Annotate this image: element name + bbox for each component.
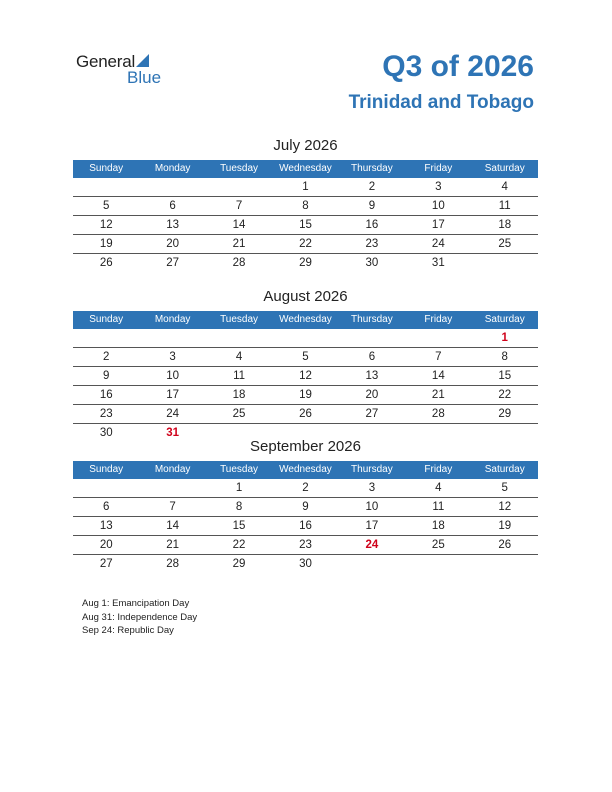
week-row xyxy=(73,479,538,498)
day-cell: 29 xyxy=(299,257,312,269)
day-cell: 15 xyxy=(498,370,512,382)
day-cell: 28 xyxy=(431,408,445,420)
day-cell: 11 xyxy=(498,200,511,212)
week-row xyxy=(73,216,538,235)
logo xyxy=(76,52,176,92)
day-cell xyxy=(139,329,205,347)
day-cell: 26 xyxy=(99,257,113,269)
weekday-header: Sunday xyxy=(89,464,124,475)
day-cell: 14 xyxy=(431,370,445,382)
week-row xyxy=(73,536,538,555)
day-cell: 24 xyxy=(166,408,180,420)
quarter-title: Q3 of 2026 xyxy=(382,50,534,83)
day-cell: 21 xyxy=(166,539,180,551)
day-cell: 16 xyxy=(365,219,379,231)
weekday-header: Sunday xyxy=(89,314,124,325)
day-cell: 3 xyxy=(368,482,376,494)
day-cell: 4 xyxy=(435,482,442,494)
day-cell: 2 xyxy=(368,181,376,193)
day-cell: 14 xyxy=(166,520,180,532)
triangle-mark-icon xyxy=(136,54,149,67)
day-cell: 30 xyxy=(299,558,312,570)
day-cell: 9 xyxy=(302,501,309,513)
day-cell: 26 xyxy=(299,408,312,420)
day-cell: 5 xyxy=(103,200,110,212)
day-cell: 8 xyxy=(501,351,508,363)
day-cell: 4 xyxy=(501,181,508,193)
day-cell xyxy=(73,178,139,196)
weekday-header: Friday xyxy=(424,464,453,475)
week-row xyxy=(73,405,538,424)
day-cell: 13 xyxy=(166,219,180,231)
logo-text-blue: Blue xyxy=(127,68,162,87)
day-cell: 27 xyxy=(166,257,180,269)
day-cell: 21 xyxy=(232,238,246,250)
day-cell: 18 xyxy=(431,520,445,532)
weekday-header: Monday xyxy=(154,464,191,475)
holiday-note: Sep 24: Republic Day xyxy=(82,625,174,636)
day-cell: 4 xyxy=(235,351,243,363)
day-cell: 2 xyxy=(302,482,309,494)
day-cell: 29 xyxy=(232,558,246,570)
day-cell: 7 xyxy=(235,200,243,212)
day-cell: 17 xyxy=(166,389,180,401)
day-cell: 6 xyxy=(169,200,176,212)
day-cell: 16 xyxy=(99,389,113,401)
day-cell: 28 xyxy=(232,257,246,269)
weekday-header: Saturday xyxy=(484,314,525,325)
day-cell: 20 xyxy=(166,238,180,250)
weekday-header: Tuesday xyxy=(220,314,259,325)
weekday-header: Wednesday xyxy=(279,464,332,475)
day-cell xyxy=(139,178,205,196)
weekday-header: Friday xyxy=(424,314,453,325)
day-cell: 24 xyxy=(431,238,445,250)
day-cell: 29 xyxy=(498,408,512,420)
holiday-list xyxy=(82,597,197,638)
day-cell: 18 xyxy=(232,389,246,401)
day-cell: 9 xyxy=(368,200,376,212)
holiday-note: Aug 31: Independence Day xyxy=(82,611,198,623)
day-cell: 28 xyxy=(166,558,180,570)
day-cell: 3 xyxy=(435,181,442,193)
day-cell: 12 xyxy=(299,370,312,382)
day-cell: 19 xyxy=(299,389,312,401)
day-cell xyxy=(139,479,205,497)
weekday-header: Wednesday xyxy=(279,163,332,174)
day-cell: 30 xyxy=(365,257,379,269)
day-cell: 26 xyxy=(498,539,512,551)
weekday-header: Friday xyxy=(424,163,453,174)
week-row xyxy=(73,178,538,197)
day-cell: 6 xyxy=(368,351,376,363)
day-cell: 10 xyxy=(166,370,180,382)
week-row xyxy=(73,254,538,272)
day-cell: 25 xyxy=(431,539,445,551)
holiday-day-cell: 1 xyxy=(501,332,508,344)
day-cell: 5 xyxy=(501,482,508,494)
day-cell xyxy=(206,178,272,196)
day-cell: 15 xyxy=(299,219,312,231)
day-cell xyxy=(472,555,538,573)
day-cell: 22 xyxy=(232,539,246,551)
day-cell: 5 xyxy=(302,351,309,363)
day-cell xyxy=(73,329,139,347)
day-cell: 25 xyxy=(498,238,512,250)
weekday-header: Wednesday xyxy=(279,314,332,325)
day-cell xyxy=(73,479,139,497)
day-cell xyxy=(339,329,405,347)
weekday-header: Tuesday xyxy=(220,163,259,174)
day-cell: 20 xyxy=(365,389,379,401)
day-cell: 10 xyxy=(431,200,445,212)
holiday-day-cell: 24 xyxy=(365,539,379,551)
holiday-note: Aug 1: Emancipation Day xyxy=(82,598,190,609)
day-cell: 11 xyxy=(432,501,445,513)
day-cell: 23 xyxy=(365,238,379,250)
day-cell: 7 xyxy=(169,501,176,513)
day-cell: 18 xyxy=(498,219,512,231)
weekday-header: Thursday xyxy=(351,314,393,325)
day-cell: 19 xyxy=(498,520,512,532)
day-cell xyxy=(339,555,405,573)
day-cell: 13 xyxy=(99,520,113,532)
weekday-header: Sunday xyxy=(89,163,124,174)
day-cell: 1 xyxy=(302,181,309,193)
month-calendar xyxy=(73,287,538,442)
week-row xyxy=(73,555,538,573)
day-cell: 12 xyxy=(99,219,113,231)
day-cell: 1 xyxy=(235,482,243,494)
day-cell: 10 xyxy=(365,501,379,513)
holiday-day-cell: 31 xyxy=(166,427,180,439)
day-cell: 20 xyxy=(99,539,113,551)
day-cell xyxy=(472,254,538,272)
weekday-header-row xyxy=(73,461,538,479)
week-row xyxy=(73,197,538,216)
day-cell: 19 xyxy=(99,238,113,250)
day-cell: 14 xyxy=(232,219,246,231)
month-calendar xyxy=(73,136,538,272)
weekday-header: Monday xyxy=(154,163,191,174)
week-row xyxy=(73,517,538,536)
weekday-header: Thursday xyxy=(351,464,393,475)
day-cell: 17 xyxy=(431,219,445,231)
day-cell: 6 xyxy=(103,501,110,513)
day-cell: 2 xyxy=(103,351,110,363)
weekday-header: Thursday xyxy=(351,163,393,174)
day-cell: 25 xyxy=(232,408,246,420)
day-cell: 21 xyxy=(431,389,445,401)
week-row xyxy=(73,367,538,386)
day-cell: 3 xyxy=(169,351,176,363)
day-cell xyxy=(206,329,272,347)
weekday-header: Tuesday xyxy=(220,464,259,475)
weekday-header: Saturday xyxy=(484,163,525,174)
day-cell: 27 xyxy=(365,408,379,420)
day-cell: 31 xyxy=(431,257,445,269)
country-title: Trinidad and Tobago xyxy=(348,92,534,113)
week-row xyxy=(73,235,538,254)
day-cell: 16 xyxy=(299,520,312,532)
day-cell: 11 xyxy=(233,370,246,382)
month-calendar xyxy=(73,437,538,573)
weekday-header: Monday xyxy=(154,314,191,325)
day-cell: 15 xyxy=(232,520,246,532)
month-title: August 2026 xyxy=(263,288,348,305)
week-row xyxy=(73,498,538,517)
week-row xyxy=(73,329,538,348)
day-cell: 17 xyxy=(365,520,379,532)
day-cell: 22 xyxy=(498,389,512,401)
day-cell: 13 xyxy=(365,370,379,382)
day-cell: 8 xyxy=(302,200,309,212)
day-cell: 7 xyxy=(435,351,442,363)
weekday-header: Saturday xyxy=(484,464,525,475)
day-cell: 30 xyxy=(99,427,113,439)
day-cell: 8 xyxy=(235,501,243,513)
day-cell: 27 xyxy=(99,558,113,570)
day-cell: 12 xyxy=(498,501,512,513)
month-title: September 2026 xyxy=(250,438,361,455)
month-title: July 2026 xyxy=(273,137,338,154)
day-cell: 9 xyxy=(103,370,110,382)
weekday-header-row xyxy=(73,160,538,178)
day-cell: 23 xyxy=(99,408,113,420)
weekday-header-row xyxy=(73,311,538,329)
day-cell: 22 xyxy=(299,238,312,250)
day-cell xyxy=(405,329,471,347)
logo-text-general: General xyxy=(76,52,136,71)
week-row xyxy=(73,348,538,367)
day-cell: 23 xyxy=(299,539,312,551)
day-cell xyxy=(405,555,471,573)
week-row xyxy=(73,386,538,405)
day-cell xyxy=(272,329,338,347)
